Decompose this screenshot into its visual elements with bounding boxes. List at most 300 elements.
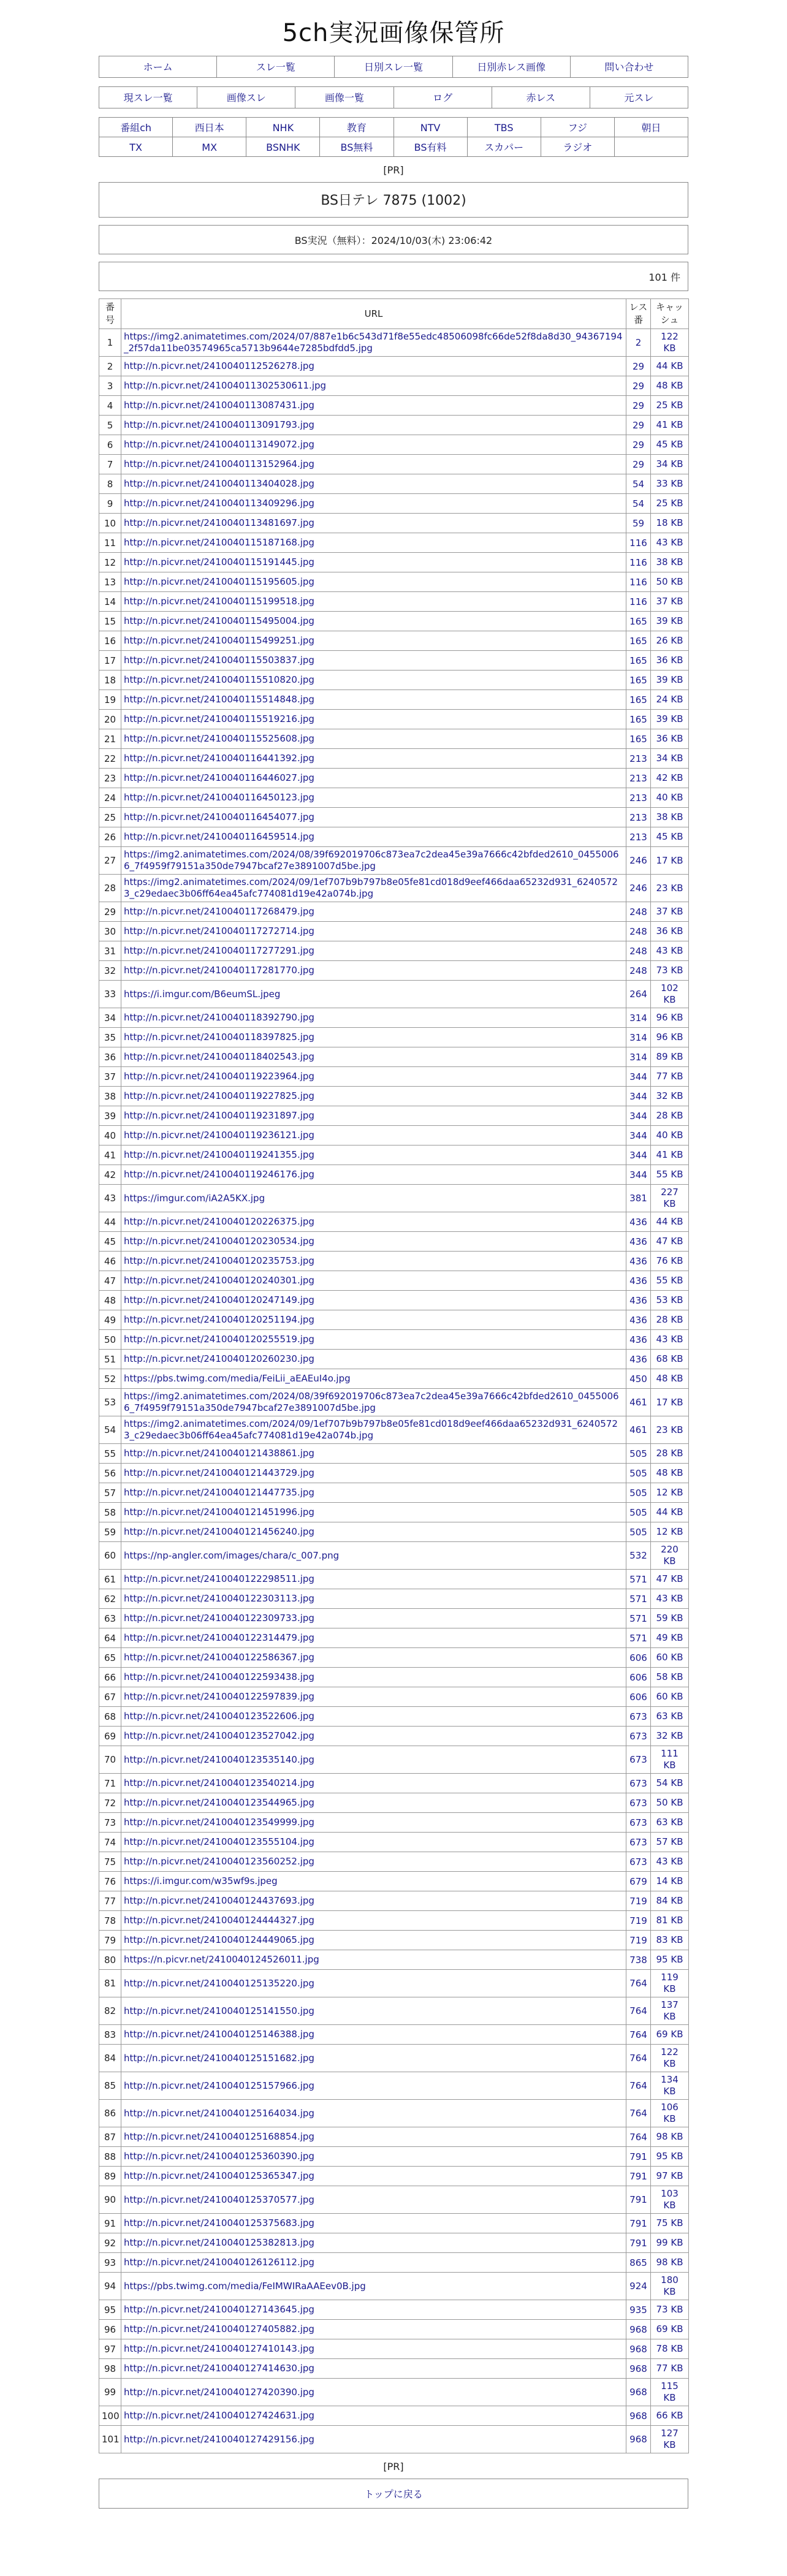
image-url-link[interactable]: http://n.picvr.net/241004011924​1355.jpg: [124, 1149, 314, 1160]
cache-size-link[interactable]: 49 KB: [651, 1628, 689, 1648]
cache-size-link[interactable]: 25 KB: [651, 396, 689, 416]
image-url-link[interactable]: http://n.picvr.net/241004011645​4077.jpg: [124, 811, 314, 823]
cache-size-link[interactable]: 59 KB: [651, 1609, 689, 1628]
cache-size-link[interactable]: 122 KB: [651, 329, 689, 357]
image-url-link[interactable]: http://n.picvr.net/241004012352​2606.jpg: [124, 1711, 314, 1722]
res-number-link[interactable]: 505: [626, 1522, 651, 1542]
image-url-link[interactable]: http://n.picvr.net/241004012740​5882.jpg: [124, 2323, 314, 2335]
image-url-link[interactable]: http://n.picvr.net/241004012515​1682.jpg: [124, 2052, 314, 2064]
cache-size-link[interactable]: 36 KB: [651, 651, 689, 671]
res-number-link[interactable]: 764: [626, 2127, 651, 2147]
image-url-link[interactable]: http://n.picvr.net/241004011728​1770.jpg: [124, 965, 314, 976]
res-number-link[interactable]: 679: [626, 1872, 651, 1891]
cache-size-link[interactable]: 96 KB: [651, 1008, 689, 1028]
res-number-link[interactable]: 571: [626, 1628, 651, 1648]
image-url-link[interactable]: http://n.picvr.net/241004012145​1996.jpg: [124, 1506, 314, 1518]
image-url-link[interactable]: http://n.picvr.net/241004011551​9216.jpg: [124, 713, 314, 724]
cache-size-link[interactable]: 68 KB: [651, 1350, 689, 1369]
image-url-link[interactable]: http://n.picvr.net/241004012514​1550.jpg: [124, 2005, 314, 2016]
channel-tbs[interactable]: TBS: [468, 118, 541, 137]
res-number-link[interactable]: 606: [626, 1668, 651, 1687]
image-url-link[interactable]: http://n.picvr.net/241004012023​5753.jpg: [124, 1255, 314, 1266]
res-number-link[interactable]: 719: [626, 1891, 651, 1911]
image-url-link[interactable]: http://n.picvr.net/241004011726​8479.jpg: [124, 906, 314, 917]
cache-size-link[interactable]: 115 KB: [651, 2379, 689, 2406]
image-url-link[interactable]: http://n.picvr.net/241004012258​6367.jpg: [124, 1652, 314, 1663]
cache-size-link[interactable]: 45 KB: [651, 827, 689, 847]
res-number-link[interactable]: 436: [626, 1252, 651, 1271]
res-number-link[interactable]: 165: [626, 671, 651, 690]
res-number-link[interactable]: 165: [626, 651, 651, 671]
res-number-link[interactable]: 461: [626, 1389, 651, 1416]
res-number-link[interactable]: 571: [626, 1589, 651, 1609]
channel-fuji[interactable]: フジ: [541, 118, 615, 137]
image-url-link[interactable]: http://n.picvr.net/241004011308​7431.jpg: [124, 400, 314, 411]
cache-size-link[interactable]: 32 KB: [651, 1727, 689, 1746]
res-number-link[interactable]: 505: [626, 1464, 651, 1483]
res-number-link[interactable]: 116: [626, 572, 651, 592]
cache-size-link[interactable]: 47 KB: [651, 1570, 689, 1589]
cache-size-link[interactable]: 28 KB: [651, 1106, 689, 1126]
cache-size-link[interactable]: 60 KB: [651, 1687, 689, 1707]
cache-size-link[interactable]: 98 KB: [651, 2253, 689, 2273]
channel-ntv[interactable]: NTV: [394, 118, 468, 137]
image-url-link[interactable]: http://n.picvr.net/241004011252​6278.jpg: [124, 360, 314, 371]
cache-size-link[interactable]: 39 KB: [651, 612, 689, 631]
res-number-link[interactable]: 924: [626, 2273, 651, 2300]
image-url-link[interactable]: http://n.picvr.net/241004011518​7168.jpg: [124, 537, 314, 548]
res-number-link[interactable]: 532: [626, 1542, 651, 1570]
image-url-link[interactable]: https://pbs.twimg.com/media/FeiLii_aEAEuI4o.jpg: [124, 1373, 351, 1384]
cache-size-link[interactable]: 77 KB: [651, 2359, 689, 2379]
res-number-link[interactable]: 571: [626, 1570, 651, 1589]
channel-skyperfect[interactable]: スカパー: [468, 137, 541, 157]
res-number-link[interactable]: 248: [626, 941, 651, 961]
res-number-link[interactable]: 165: [626, 631, 651, 651]
res-number-link[interactable]: 436: [626, 1310, 651, 1330]
channel-asahi[interactable]: 朝日: [615, 118, 688, 137]
channel-mx[interactable]: MX: [173, 137, 246, 157]
nav-red-res[interactable]: 赤レス: [492, 87, 590, 108]
cache-size-link[interactable]: 106 KB: [651, 2100, 689, 2127]
res-number-link[interactable]: 719: [626, 1911, 651, 1931]
image-url-link[interactable]: https://i.imgur.com/B6eumSL.jpeg: [124, 988, 281, 1000]
channel-tx[interactable]: TX: [99, 137, 173, 157]
cache-size-link[interactable]: 37 KB: [651, 592, 689, 612]
res-number-link[interactable]: 29: [626, 455, 651, 474]
cache-size-link[interactable]: 43 KB: [651, 533, 689, 553]
image-url-link[interactable]: http://n.picvr.net/241004012230​9733.jpg: [124, 1613, 314, 1624]
cache-size-link[interactable]: 34 KB: [651, 749, 689, 769]
cache-size-link[interactable]: 220 KB: [651, 1542, 689, 1570]
cache-size-link[interactable]: 63 KB: [651, 1813, 689, 1833]
res-number-link[interactable]: 968: [626, 2379, 651, 2406]
res-number-link[interactable]: 505: [626, 1483, 651, 1503]
res-number-link[interactable]: 314: [626, 1008, 651, 1028]
res-number-link[interactable]: 968: [626, 2426, 651, 2453]
cache-size-link[interactable]: 36 KB: [651, 729, 689, 749]
cache-size-link[interactable]: 38 KB: [651, 808, 689, 827]
channel-radio[interactable]: ラジオ: [541, 137, 615, 157]
cache-size-link[interactable]: 77 KB: [651, 1067, 689, 1087]
res-number-link[interactable]: 2: [626, 329, 651, 357]
image-url-link[interactable]: http://n.picvr.net/241004012144​7735.jpg: [124, 1487, 314, 1498]
channel-bs-paid[interactable]: BS有料: [394, 137, 468, 157]
res-number-link[interactable]: 314: [626, 1028, 651, 1047]
cache-size-link[interactable]: 95 KB: [651, 1950, 689, 1970]
cache-size-link[interactable]: 43 KB: [651, 1330, 689, 1350]
image-url-link[interactable]: http://n.picvr.net/241004012231​4479.jpg: [124, 1632, 314, 1643]
image-url-link[interactable]: http://n.picvr.net/241004012022​6375.jpg: [124, 1216, 314, 1227]
res-number-link[interactable]: 344: [626, 1087, 651, 1106]
cache-size-link[interactable]: 48 KB: [651, 1464, 689, 1483]
image-url-link[interactable]: http://n.picvr.net/241004012516​4034.jpg: [124, 2107, 314, 2119]
image-url-link[interactable]: http://n.picvr.net/241004012742​4631.jpg: [124, 2410, 314, 2421]
res-number-link[interactable]: 461: [626, 1416, 651, 1444]
cache-size-link[interactable]: 69 KB: [651, 2320, 689, 2339]
image-url-link[interactable]: http://n.picvr.net/241004012513​5220.jpg: [124, 1977, 314, 1989]
res-number-link[interactable]: 116: [626, 533, 651, 553]
cache-size-link[interactable]: 180 KB: [651, 2273, 689, 2300]
channel-bangumi[interactable]: 番組ch: [99, 118, 173, 137]
image-url-link[interactable]: http://n.picvr.net/241004012537​5683.jpg: [124, 2217, 314, 2228]
res-number-link[interactable]: 248: [626, 961, 651, 981]
res-number-link[interactable]: 213: [626, 788, 651, 808]
res-number-link[interactable]: 436: [626, 1271, 651, 1291]
res-number-link[interactable]: 673: [626, 1707, 651, 1727]
image-url-link[interactable]: http://n.picvr.net/241004011549​5004.jpg: [124, 615, 314, 626]
res-number-link[interactable]: 606: [626, 1687, 651, 1707]
res-number-link[interactable]: 165: [626, 690, 651, 710]
image-url-link[interactable]: http://n.picvr.net/241004011727​2714.jpg: [124, 925, 314, 937]
image-url-link[interactable]: http://n.picvr.net/241004012352​7042.jpg: [124, 1730, 314, 1741]
image-url-link[interactable]: http://n.picvr.net/241004012259​3438.jpg: [124, 1671, 314, 1682]
image-url-link[interactable]: http://n.picvr.net/241004011309​1793.jpg: [124, 419, 314, 430]
res-number-link[interactable]: 738: [626, 1950, 651, 1970]
image-url-link[interactable]: https://img2.animatetimes.com/2024/09/1ef707b9b797b8e05fe81cd018d9eef466daa65232d931_62405723_c29edaec3b06ff64ea45afc774081d19e42a074b.jpg: [124, 876, 618, 899]
image-url-link[interactable]: http://n.picvr.net/241004012026​0230.jpg: [124, 1353, 314, 1364]
cache-size-link[interactable]: 54 KB: [651, 1774, 689, 1793]
image-url-link[interactable]: http://n.picvr.net/241004011314​9072.jpg: [124, 439, 314, 450]
cache-size-link[interactable]: 23 KB: [651, 1416, 689, 1444]
nav-current-threads[interactable]: 現スレ一覧: [99, 87, 197, 108]
cache-size-link[interactable]: 73 KB: [651, 961, 689, 981]
cache-size-link[interactable]: 97 KB: [651, 2167, 689, 2186]
cache-size-link[interactable]: 37 KB: [651, 902, 689, 922]
image-url-link[interactable]: http://n.picvr.net/241004012025​5519.jpg: [124, 1334, 314, 1345]
cache-size-link[interactable]: 66 KB: [651, 2406, 689, 2426]
nav-image-threads[interactable]: 画像スレ: [197, 87, 295, 108]
cache-size-link[interactable]: 127 KB: [651, 2426, 689, 2453]
image-url-link[interactable]: https://i.imgur.com/w35wf9s.jpeg: [124, 1875, 278, 1886]
cache-size-link[interactable]: 75 KB: [651, 2214, 689, 2233]
res-number-link[interactable]: 791: [626, 2147, 651, 2167]
image-url-link[interactable]: http://n.picvr.net/241004012537​0577.jpg: [124, 2194, 314, 2205]
image-url-link[interactable]: http://n.picvr.net/241004012742​9156.jpg: [124, 2433, 314, 2445]
image-url-link[interactable]: http://n.picvr.net/241004012025​1194.jpg: [124, 1314, 314, 1325]
cache-size-link[interactable]: 69 KB: [651, 2025, 689, 2045]
cache-size-link[interactable]: 25 KB: [651, 494, 689, 514]
image-url-link[interactable]: https://n.picvr.net/241004012452​6011.jpg: [124, 1954, 319, 1965]
image-url-link[interactable]: http://n.picvr.net/241004012143​8861.jpg: [124, 1448, 314, 1459]
cache-size-link[interactable]: 43 KB: [651, 1852, 689, 1872]
image-url-link[interactable]: http://n.picvr.net/241004012443​7693.jpg: [124, 1895, 314, 1906]
cache-size-link[interactable]: 17 KB: [651, 1389, 689, 1416]
image-url-link[interactable]: http://n.picvr.net/241004012536​5347.jpg: [124, 2170, 314, 2181]
res-number-link[interactable]: 246: [626, 875, 651, 902]
nav-daily-red-res-images[interactable]: 日別赤レス画像: [453, 56, 571, 78]
cache-size-link[interactable]: 43 KB: [651, 941, 689, 961]
channel-bs-free[interactable]: BS無料: [320, 137, 394, 157]
res-number-link[interactable]: 165: [626, 612, 651, 631]
cache-size-link[interactable]: 33 KB: [651, 474, 689, 494]
cache-size-link[interactable]: 14 KB: [651, 1872, 689, 1891]
back-to-top-link[interactable]: トップに戻る: [99, 2479, 688, 2509]
image-url-link[interactable]: http://n.picvr.net/241004011644​6027.jpg: [124, 772, 314, 783]
channel-bsnhk[interactable]: BSNHK: [246, 137, 320, 157]
image-url-link[interactable]: http://n.picvr.net/241004012144​3729.jpg: [124, 1467, 314, 1478]
image-url-link[interactable]: https://img2.animatetimes.com/2024/08/39f692019706c873ea7c2dea45e39a7666c42bfded2610_04550066_7f4959f79151a350de7947bcaf27e3891007d5be.jpg: [124, 849, 619, 872]
res-number-link[interactable]: 381: [626, 1185, 651, 1212]
res-number-link[interactable]: 673: [626, 1793, 651, 1813]
res-number-link[interactable]: 116: [626, 592, 651, 612]
res-number-link[interactable]: 213: [626, 808, 651, 827]
nav-thread-list[interactable]: スレ一覧: [217, 56, 335, 78]
image-url-link[interactable]: http://n.picvr.net/241004011840​2543.jpg: [124, 1051, 314, 1062]
cache-size-link[interactable]: 43 KB: [651, 1589, 689, 1609]
cache-size-link[interactable]: 102 KB: [651, 981, 689, 1008]
image-url-link[interactable]: http://n.picvr.net/241004011315​2964.jpg: [124, 458, 314, 469]
image-url-link[interactable]: http://n.picvr.net/241004011924​6176.jpg: [124, 1169, 314, 1180]
image-url-link[interactable]: http://n.picvr.net/241004012024​7149.jpg: [124, 1294, 314, 1305]
cache-size-link[interactable]: 40 KB: [651, 1126, 689, 1146]
image-url-link[interactable]: http://n.picvr.net/241004012516​8854.jpg: [124, 2131, 314, 2142]
image-url-link[interactable]: https://img2.animatetimes.com/2024/08/39f692019706c873ea7c2dea45e39a7666c42bfded2610_04550066_7f4959f79151a350de7947bcaf27e3891007d5be.jpg: [124, 1391, 619, 1413]
image-url-link[interactable]: http://n.picvr.net/241004012259​7839.jpg: [124, 1691, 314, 1702]
res-number-link[interactable]: 344: [626, 1146, 651, 1165]
res-number-link[interactable]: 606: [626, 1648, 651, 1668]
image-url-link[interactable]: http://n.picvr.net/241004012514​6388.jpg: [124, 2029, 314, 2040]
image-url-link[interactable]: http://n.picvr.net/241004011922​3964.jpg: [124, 1071, 314, 1082]
image-url-link[interactable]: http://n.picvr.net/241004012444​4327.jpg: [124, 1915, 314, 1926]
res-number-link[interactable]: 436: [626, 1232, 651, 1252]
res-number-link[interactable]: 968: [626, 2320, 651, 2339]
res-number-link[interactable]: 264: [626, 981, 651, 1008]
cache-size-link[interactable]: 227 KB: [651, 1185, 689, 1212]
cache-size-link[interactable]: 12 KB: [651, 1522, 689, 1542]
res-number-link[interactable]: 791: [626, 2233, 651, 2253]
res-number-link[interactable]: 246: [626, 847, 651, 875]
res-number-link[interactable]: 344: [626, 1067, 651, 1087]
image-url-link[interactable]: http://n.picvr.net/241004012353​5140.jpg: [124, 1753, 314, 1765]
nav-original-thread[interactable]: 元スレ: [590, 87, 688, 108]
res-number-link[interactable]: 344: [626, 1165, 651, 1185]
image-url-link[interactable]: http://n.picvr.net/241004012145​6240.jpg: [124, 1526, 314, 1537]
cache-size-link[interactable]: 84 KB: [651, 1891, 689, 1911]
image-url-link[interactable]: http://n.picvr.net/241004011550​3837.jpg: [124, 655, 314, 666]
cache-size-link[interactable]: 81 KB: [651, 1911, 689, 1931]
channel-nishinihon[interactable]: 西日本: [173, 118, 246, 137]
res-number-link[interactable]: 673: [626, 1852, 651, 1872]
res-number-link[interactable]: 791: [626, 2186, 651, 2214]
cache-size-link[interactable]: 55 KB: [651, 1165, 689, 1185]
res-number-link[interactable]: 673: [626, 1813, 651, 1833]
res-number-link[interactable]: 436: [626, 1212, 651, 1232]
res-number-link[interactable]: 764: [626, 2025, 651, 2045]
image-url-link[interactable]: http://n.picvr.net/241004011519​9518.jpg: [124, 596, 314, 607]
cache-size-link[interactable]: 24 KB: [651, 690, 689, 710]
image-url-link[interactable]: http://n.picvr.net/241004011923​6121.jpg: [124, 1130, 314, 1141]
image-url-link[interactable]: http://n.picvr.net/241004011839​2790.jpg: [124, 1012, 314, 1023]
cache-size-link[interactable]: 34 KB: [651, 455, 689, 474]
cache-size-link[interactable]: 50 KB: [651, 572, 689, 592]
cache-size-link[interactable]: 40 KB: [651, 788, 689, 808]
image-url-link[interactable]: http://n.picvr.net/241004012024​0301.jpg: [124, 1275, 314, 1286]
image-url-link[interactable]: http://n.picvr.net/241004012538​2813.jpg: [124, 2237, 314, 2248]
image-url-link[interactable]: http://n.picvr.net/241004011645​0123.jpg: [124, 792, 314, 803]
image-url-link[interactable]: http://n.picvr.net/241004012354​9999.jpg: [124, 1817, 314, 1828]
cache-size-link[interactable]: 98 KB: [651, 2127, 689, 2147]
cache-size-link[interactable]: 60 KB: [651, 1648, 689, 1668]
res-number-link[interactable]: 29: [626, 357, 651, 376]
res-number-link[interactable]: 764: [626, 2100, 651, 2127]
res-number-link[interactable]: 116: [626, 553, 651, 572]
cache-size-link[interactable]: 73 KB: [651, 2300, 689, 2320]
cache-size-link[interactable]: 83 KB: [651, 1931, 689, 1950]
image-url-link[interactable]: https://img2.animatetimes.com/2024/07/887e1b6c543d71f8e55edc48506098fc66de52f8da8d30_94367194_2f57da11be03574965ca5713b9644e7285bdfdd5.jpg: [124, 331, 623, 354]
cache-size-link[interactable]: 18 KB: [651, 514, 689, 533]
nav-contact[interactable]: 問い合わせ: [571, 56, 688, 78]
image-url-link[interactable]: http://n.picvr.net/241004011519​5605.jpg: [124, 576, 314, 587]
res-number-link[interactable]: 673: [626, 1833, 651, 1852]
cache-size-link[interactable]: 76 KB: [651, 1252, 689, 1271]
cache-size-link[interactable]: 48 KB: [651, 1369, 689, 1389]
nav-daily-thread-list[interactable]: 日別スレ一覧: [335, 56, 452, 78]
image-url-link[interactable]: http://n.picvr.net/241004012742​0390.jpg: [124, 2386, 314, 2398]
cache-size-link[interactable]: 39 KB: [651, 710, 689, 729]
res-number-link[interactable]: 344: [626, 1126, 651, 1146]
cache-size-link[interactable]: 48 KB: [651, 376, 689, 396]
res-number-link[interactable]: 248: [626, 922, 651, 941]
res-number-link[interactable]: 54: [626, 494, 651, 514]
image-url-link[interactable]: http://n.picvr.net/241004011340​9296.jpg: [124, 498, 314, 509]
channel-kyoiku[interactable]: 教育: [320, 118, 394, 137]
image-url-link[interactable]: http://n.picvr.net/241004012714​3645.jpg: [124, 2304, 314, 2315]
image-url-link[interactable]: http://n.picvr.net/241004011922​7825.jpg: [124, 1090, 314, 1101]
cache-size-link[interactable]: 17 KB: [651, 847, 689, 875]
res-number-link[interactable]: 213: [626, 827, 651, 847]
image-url-link[interactable]: http://n.picvr.net/241004012229​8511.jpg: [124, 1573, 314, 1584]
cache-size-link[interactable]: 47 KB: [651, 1232, 689, 1252]
cache-size-link[interactable]: 45 KB: [651, 435, 689, 455]
res-number-link[interactable]: 314: [626, 1047, 651, 1067]
res-number-link[interactable]: 213: [626, 769, 651, 788]
image-url-link[interactable]: http://n.picvr.net/241004011549​9251.jpg: [124, 635, 314, 646]
image-url-link[interactable]: https://imgur.com/iA2A5KX.jpg: [124, 1192, 265, 1204]
res-number-link[interactable]: 213: [626, 749, 651, 769]
cache-size-link[interactable]: 41 KB: [651, 416, 689, 435]
image-url-link[interactable]: http://n.picvr.net/241004011727​7291.jpg: [124, 945, 314, 956]
cache-size-link[interactable]: 119 KB: [651, 1970, 689, 1997]
cache-size-link[interactable]: 53 KB: [651, 1291, 689, 1310]
res-number-link[interactable]: 673: [626, 1774, 651, 1793]
res-number-link[interactable]: 29: [626, 435, 651, 455]
cache-size-link[interactable]: 89 KB: [651, 1047, 689, 1067]
res-number-link[interactable]: 436: [626, 1291, 651, 1310]
res-number-link[interactable]: 968: [626, 2339, 651, 2359]
image-url-link[interactable]: http://n.picvr.net/241004011645​9514.jpg: [124, 831, 314, 842]
cache-size-link[interactable]: 96 KB: [651, 1028, 689, 1047]
image-url-link[interactable]: http://n.picvr.net/241004012444​9065.jpg: [124, 1934, 314, 1945]
res-number-link[interactable]: 673: [626, 1746, 651, 1774]
res-number-link[interactable]: 968: [626, 2359, 651, 2379]
cache-size-link[interactable]: 122 KB: [651, 2045, 689, 2072]
cache-size-link[interactable]: 44 KB: [651, 1503, 689, 1522]
cache-size-link[interactable]: 103 KB: [651, 2186, 689, 2214]
res-number-link[interactable]: 571: [626, 1609, 651, 1628]
image-url-link[interactable]: http://n.picvr.net/241004011644​1392.jpg: [124, 753, 314, 764]
image-url-link[interactable]: http://n.picvr.net/241004012741​4630.jpg: [124, 2363, 314, 2374]
res-number-link[interactable]: 54: [626, 474, 651, 494]
cache-size-link[interactable]: 32 KB: [651, 1087, 689, 1106]
cache-size-link[interactable]: 55 KB: [651, 1271, 689, 1291]
res-number-link[interactable]: 165: [626, 729, 651, 749]
cache-size-link[interactable]: 28 KB: [651, 1444, 689, 1464]
image-url-link[interactable]: http://n.picvr.net/241004011839​7825.jpg: [124, 1032, 314, 1043]
image-url-link[interactable]: http://n.picvr.net/241004012230​3113.jpg: [124, 1593, 314, 1604]
image-url-link[interactable]: http://n.picvr.net/241004011340​4028.jpg: [124, 478, 314, 489]
image-url-link[interactable]: http://n.picvr.net/2410040113025​30611.jpg: [124, 380, 327, 391]
cache-size-link[interactable]: 57 KB: [651, 1833, 689, 1852]
image-url-link[interactable]: http://n.picvr.net/241004011552​5608.jpg: [124, 733, 314, 744]
cache-size-link[interactable]: 134 KB: [651, 2072, 689, 2100]
image-url-link[interactable]: http://n.picvr.net/241004011551​4848.jpg: [124, 694, 314, 705]
res-number-link[interactable]: 764: [626, 1997, 651, 2025]
res-number-link[interactable]: 436: [626, 1330, 651, 1350]
cache-size-link[interactable]: 99 KB: [651, 2233, 689, 2253]
cache-size-link[interactable]: 95 KB: [651, 2147, 689, 2167]
image-url-link[interactable]: http://n.picvr.net/241004012612​6112.jpg: [124, 2257, 314, 2268]
res-number-link[interactable]: 764: [626, 1970, 651, 1997]
image-url-link[interactable]: http://n.picvr.net/241004012741​0143.jpg: [124, 2343, 314, 2354]
res-number-link[interactable]: 165: [626, 710, 651, 729]
res-number-link[interactable]: 450: [626, 1369, 651, 1389]
res-number-link[interactable]: 935: [626, 2300, 651, 2320]
image-url-link[interactable]: https://pbs.twimg.com/media/FeIMWIRaAAEev0B.jpg: [124, 2280, 366, 2292]
cache-size-link[interactable]: 50 KB: [651, 1793, 689, 1813]
image-url-link[interactable]: http://n.picvr.net/241004012354​0214.jpg: [124, 1777, 314, 1788]
cache-size-link[interactable]: 44 KB: [651, 357, 689, 376]
cache-size-link[interactable]: 39 KB: [651, 671, 689, 690]
res-number-link[interactable]: 436: [626, 1350, 651, 1369]
image-url-link[interactable]: http://n.picvr.net/241004012536​0390.jpg: [124, 2151, 314, 2162]
cache-size-link[interactable]: 36 KB: [651, 922, 689, 941]
cache-size-link[interactable]: 23 KB: [651, 875, 689, 902]
res-number-link[interactable]: 505: [626, 1444, 651, 1464]
res-number-link[interactable]: 505: [626, 1503, 651, 1522]
image-url-link[interactable]: http://n.picvr.net/241004012354​4965.jpg: [124, 1797, 314, 1808]
image-url-link[interactable]: http://n.picvr.net/241004011923​1897.jpg: [124, 1110, 314, 1121]
nav-image-list[interactable]: 画像一覧: [295, 87, 394, 108]
res-number-link[interactable]: 865: [626, 2253, 651, 2273]
res-number-link[interactable]: 764: [626, 2072, 651, 2100]
nav-log[interactable]: ログ: [394, 87, 492, 108]
image-url-link[interactable]: http://n.picvr.net/241004011551​0820.jpg: [124, 674, 314, 685]
image-url-link[interactable]: http://n.picvr.net/241004012355​5104.jpg: [124, 1836, 314, 1847]
res-number-link[interactable]: 59: [626, 514, 651, 533]
channel-nhk[interactable]: NHK: [246, 118, 320, 137]
cache-size-link[interactable]: 28 KB: [651, 1310, 689, 1330]
